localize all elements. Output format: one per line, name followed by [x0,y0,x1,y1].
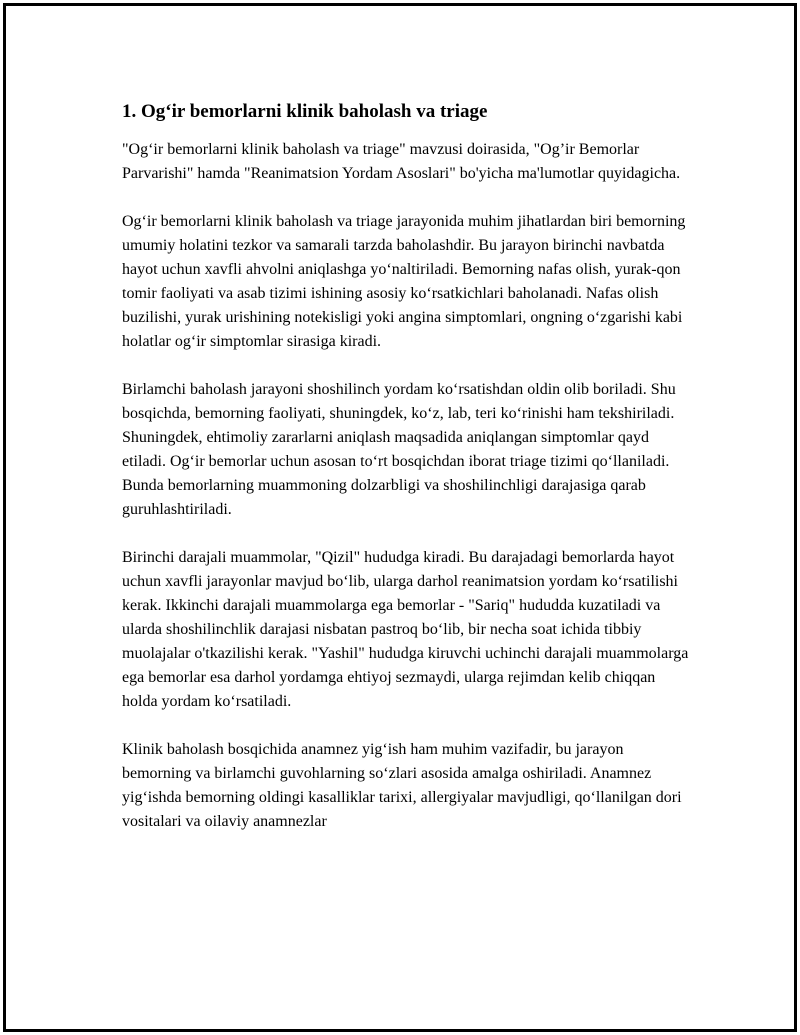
paragraph-intro: "Og‘ir bemorlarni klinik baholash va triage" mavzusi doirasida, "Og’ir Bemorlar Parvarishi" hamda "Reanimatsion Yordam Asoslari" bo'yicha ma'lumotlar quyidagicha. [122,141,681,182]
paragraph-assessment: Og‘ir bemorlarni klinik baholash va triage jarayonida muhim jihatlardan biri bemorning umumiy holatini tezkor va samarali tarzda baholashdir. Bu jarayon birinchi navbatda hayot uchun xavfli ahvolni aniqlashga yo‘naltiriladi. Bemorning nafas olish, yurak-qon tomir faoliyati va asab tizimi ishining asosiy ko‘rsatkichlari baholanadi. Nafas olish buzilishi, yurak urishining notekisligi yoki angina simptomlari, ongning o‘zgarishi kabi holatlar og‘ir simptomlar sirasiga kiradi. [122,213,686,350]
section-title: 1. Og‘ir bemorlarni klinik baholash va triage [122,101,488,122]
document-body [122,98,694,858]
page-frame [3,3,797,1032]
paragraph-primary-assessment: Birlamchi baholash jarayoni shoshilinch yordam ko‘rsatishdan oldin olib boriladi. Shu bosqichda, bemorning faoliyati, shuningdek, ko‘z, lab, teri ko‘rinishi ham tekshiriladi. Shuningdek, ehtimoliy zararlarni aniqlash maqsadida aniqlangan simptomlar qayd etiladi. Og‘ir bemorlar uchun asosan to‘rt bosqichdan iborat triage tizimi qo‘llaniladi. Bunda bemorlarning muammoning dolzarbligi va shoshilinchligi darajasiga qarab guruhlashtiriladi. [122,381,676,518]
paragraph-triage-levels: Birinchi darajali muammolar, "Qizil" hududga kiradi. Bu darajadagi bemorlarda hayot uchun xavfli jarayonlar mavjud bo‘lib, ularga darhol reanimatsion yordam ko‘rsatilishi kerak. Ikkinchi darajali muammolarga ega bemorlar - "Sariq" hududda kuzatiladi va ularda shoshilinchlik darajasi nisbatan pastroq bo‘lib, bir necha soat ichida tibbiy muolajalar o'tkazilishi kerak. "Yashil" hududga kiruvchi uchinchi darajali muammolarga ega bemorlar esa darhol yordamga ehtiyoj sezmaydi, ularga rejimdan kelib chiqqan holda yordam ko‘rsatiladi. [122,549,689,710]
paragraph-anamnesis: Klinik baholash bosqichida anamnez yig‘ish ham muhim vazifadir, bu jarayon bemorning va birlamchi guvohlarning so‘zlari asosida amalga oshiriladi. Anamnez yig‘ishda bemorning oldingi kasalliklar tarixi, allergiyalar mavjudligi, qo‘llanilgan dori vositalari va oilaviy anamnezlar [122,741,682,830]
